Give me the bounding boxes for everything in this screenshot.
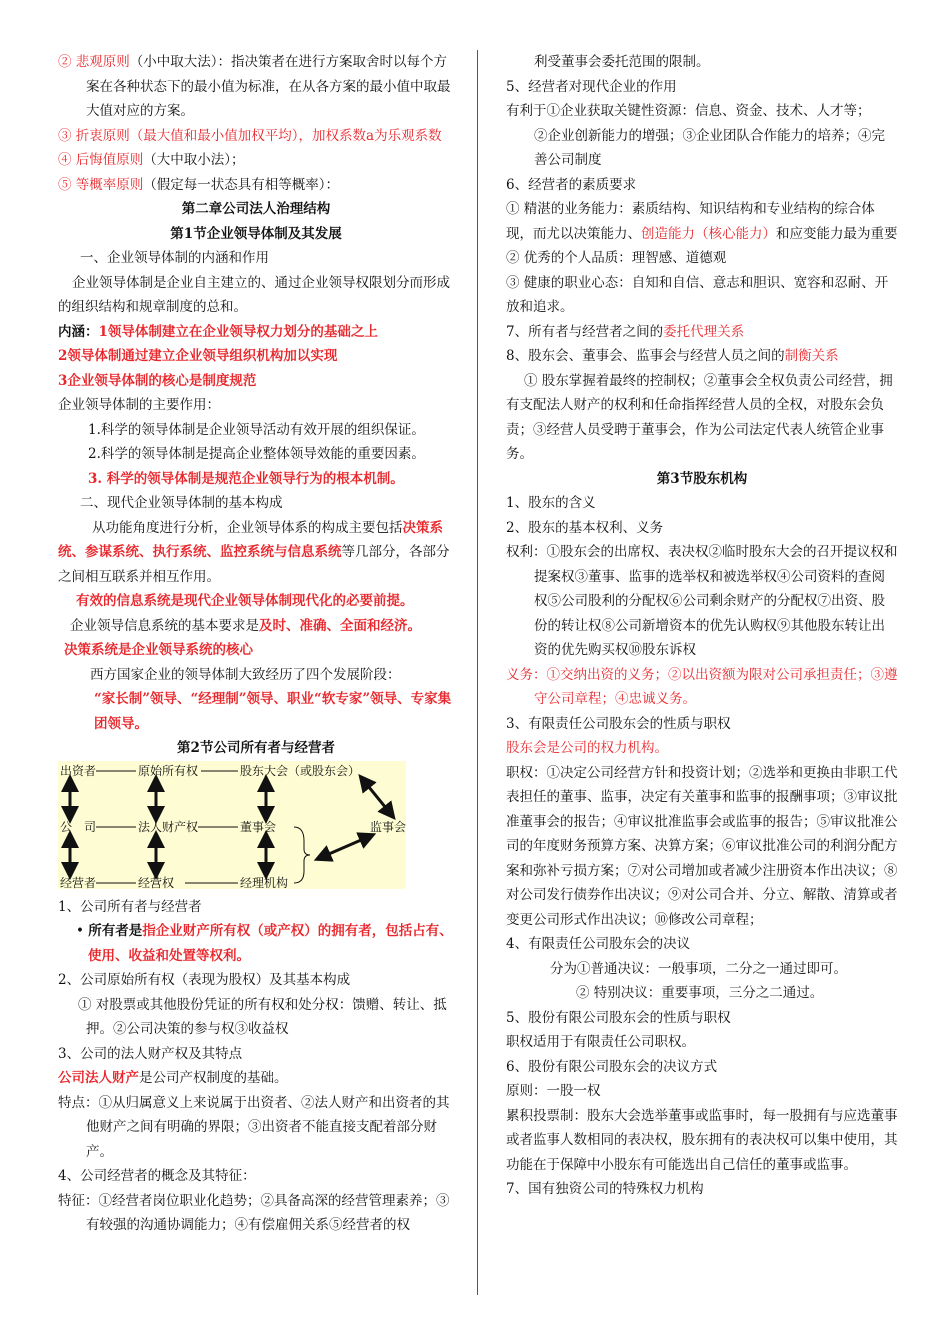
shareholder-meaning: 1、股东的含义 <box>506 495 596 511</box>
western-stages: “家长制”领导、“经理制”领导、职业“软专家”领导、专家集团领导。 <box>94 691 452 732</box>
operator-role-1: 有利于①企业获取关键性资源：信息、资金、技术、人才等； <box>506 103 871 119</box>
composition-paragraph: 从功能角度进行分析，企业领导体系的构成主要包括决策系统、参谋系统、执行系统、监控系统与信息系统等几部分，各部分之间相互联系并相互作用。 <box>58 519 450 585</box>
role-1: 1.科学的领导体制是企业领导活动有效开展的组织保证。 <box>88 421 425 438</box>
quality-2: ② 优秀的个人品质：理智感、道德观 <box>506 250 727 266</box>
label-operating-right: 经营权 <box>138 875 175 890</box>
section-2-title: 第2节公司所有者与经营者 <box>177 740 335 756</box>
one-share-one-vote: 原则：一股一权 <box>506 1083 601 1099</box>
chapter-title: 第二章公司法人治理结构 <box>181 201 331 217</box>
checks-balances-heading: 8、股东会、董事会、监事会与经营人员之间的制衡关系 <box>506 348 839 364</box>
operator-role-heading: 5、经营者对现代企业的作用 <box>506 78 677 95</box>
regret-principle: ④ 后悔值原则（大中取小法）； <box>58 152 245 168</box>
operator-role-2: ②企业创新能力的增强；③企业团队合作能力的培养；④完善公司制度 <box>534 127 885 168</box>
cumulative-voting: 累积投票制：股东大会选举董事或监事时，每一股拥有与应选董事或者监事人数相同的表决权，股东拥有的表决权可以集中使用，其功能在于保障中小股东有可能选出自己信任的董事或监事。 <box>506 1107 898 1173</box>
section-3-title: 第3节股东机构 <box>656 470 748 487</box>
section-1-heading-1: 一、企业领导体制的内涵和作用 <box>80 250 269 266</box>
shareholder-rights: 权利：①股东会的出席权、表决权②临时股东大会的召开提议权和提案权③董事、监事的选举权和被选举权④公司资料的查阅权⑤公司股利的分配权⑥公司剩余财产的分配权⑦出资、股份的转让权⑧公司新增资本的优先认购权⑨其他股东转让出资的优先购买权⑩股东诉权 <box>506 544 898 658</box>
connotation-3: 3企业领导体制的核心是制度规范 <box>58 372 257 389</box>
column-divider <box>477 50 478 1295</box>
connotation-2: 2领导体制通过建立企业领导组织机构加以实现 <box>58 348 338 364</box>
owner-operator-heading: 1、公司所有者与经营者 <box>58 898 202 915</box>
label-investor: 出资者 <box>60 763 97 778</box>
decision-system-core: 决策系统是企业领导系统的核心 <box>64 642 253 658</box>
legal-property-features: 特点：①从归属意义上来说属于出资者、②法人财产和出资者的其他财产之间有明确的界限；③出资者不能直接支配着部分财产。 <box>58 1094 450 1160</box>
shareholder-duties: 义务：①交纳出资的义务；②以出资额为限对公司承担责任；③遵守公司章程；④忠诚义务。 <box>506 666 898 707</box>
label-manager-org: 经理机构 <box>240 875 289 890</box>
owner-definition: • 所有者是指企业财产所有权（或产权）的拥有者，包括占有、使用、收益和处置等权利。 <box>76 923 453 964</box>
quality-heading: 6、经营者的素质要求 <box>506 176 637 193</box>
checks-balances-text: ① 股东掌握着最终的控制权；②董事会全权负责公司经营，拥有支配法人财产的权利和任命指挥经营人员的全权，对股东会负责；③经营人员受聘于董事会，作为公司法定代表人统管企业事务。 <box>506 372 893 462</box>
leadership-definition: 企业领导体制是企业自主建立的、通过企业领导权限划分而形成的组织结构和规章制度的总和。 <box>58 274 450 315</box>
pessimism-principle: ② 悲观原则（小中取大法）：指决策者在进行方案取舍时以每个方案在各种状态下的最小值为标准，在从各方案的最小值中取最大值对应的方案。 <box>58 54 451 119</box>
diagram-lines <box>58 761 406 889</box>
quality-3: ③ 健康的职业心态：自知和自信、意志和胆识、宽容和忍耐、开放和追求。 <box>506 274 889 315</box>
ownership-structure-diagram <box>58 761 406 889</box>
legal-property-basis: 公司法人财产是公司产权制度的基础。 <box>58 1070 288 1086</box>
info-system-premise: 有效的信息系统是现代企业领导体制现代化的必要前提。 <box>76 593 414 609</box>
label-company: 公 司 <box>60 819 97 834</box>
left-column <box>58 50 454 1238</box>
quality-1: ① 精湛的业务能力：素质结构、知识结构和专业结构的综合体现，而尤以决策能力、创造能力（核心能力）和应变能力最为重要 <box>506 201 898 242</box>
llc-meeting-heading: 3、有限责任公司股东会的性质与职权 <box>506 715 731 732</box>
label-original-ownership: 原始所有权 <box>138 763 199 778</box>
agency-relationship: 7、所有者与经营者之间的委托代理关系 <box>506 323 745 340</box>
jsc-meeting-duties: 职权适用于有限责任公司职权。 <box>506 1034 695 1050</box>
operator-features: 特征：①经营者岗位职业化趋势；②具备高深的经营管理素养；③有较强的沟通协调能力；④有偿雇佣关系⑤经营者的权 <box>58 1192 450 1233</box>
llc-meeting-duties: 职权：①决定公司经营方针和投资计划；②选举和更换由非职工代表担任的董事、监事，决定有关董事和监事的报酬事项；③审议批准董事会的报告；④审议批准监事会或监事的报告；⑤审议批准公司的年度财务预算方案、决算方案；⑥审议批准公司的利润分配方案和弥补亏损方案；⑦对公司增加或者减少注册资本作出决议；⑧对公司发行债券作出决议；⑨对公司合并、分立、解散、清算或者变更公司形式作出决议；⑩修改公司章程； <box>506 764 898 928</box>
info-system-requirements: 企业领导信息系统的基本要求是及时、准确、全面和经济。 <box>70 617 421 634</box>
label-legal-property: 法人财产权 <box>138 819 199 834</box>
role-2: 2.科学的领导体制是提高企业整体领导效能的重要因素。 <box>88 446 425 462</box>
special-resolution: ② 特别决议：重要事项，三分之二通过。 <box>576 985 824 1001</box>
role-heading: 企业领导体制的主要作用： <box>58 397 220 413</box>
operator-concept-heading: 4、公司经营者的概念及其特征： <box>58 1168 256 1184</box>
right-column <box>506 50 898 1202</box>
ordinary-resolution: 分为①普通决议：一般事项，二分之一通过即可。 <box>550 960 847 977</box>
legal-property-heading: 3、公司的法人财产权及其特点 <box>58 1045 243 1062</box>
original-ownership-heading: 2、公司原始所有权（表现为股权）及其基本构成 <box>58 972 351 988</box>
label-board: 董事会 <box>240 819 277 834</box>
western-stages-intro: 西方国家企业的领导体制大致经历了四个发展阶段： <box>90 666 401 683</box>
section-1-heading-2: 二、现代企业领导体制的基本构成 <box>80 495 283 511</box>
label-supervisory-board: 监事会 <box>370 819 407 834</box>
section-1-title: 第1节企业领导体制及其发展 <box>170 225 342 242</box>
original-ownership-items: ① 对股票或其他股份凭证的所有权和处分权：馈赠、转让、抵押。②公司决策的参与权③收益权 <box>78 996 447 1037</box>
shareholder-rights-heading: 2、股东的基本权利、义务 <box>506 519 664 536</box>
compromise-principle: ③ 折衷原则（最大值和最小值加权平均），加权系数a为乐观系数 <box>58 127 442 144</box>
jsc-meeting-heading: 5、股份有限公司股东会的性质与职权 <box>506 1009 731 1026</box>
label-operator: 经营者 <box>60 875 97 890</box>
role-3: 3. 科学的领导体制是规范企业领导行为的根本机制。 <box>88 470 404 487</box>
llc-resolution-heading: 4、有限责任公司股东会的决议 <box>506 936 691 952</box>
label-shareholders-meeting: 股东大会（或股东会） <box>240 763 361 778</box>
jsc-resolution-heading: 6、股份有限公司股东会的决议方式 <box>506 1058 718 1075</box>
llc-meeting-power: 股东会是公司的权力机构。 <box>506 740 668 756</box>
connotation-1: 内涵：1领导体制建立在企业领导权力划分的基础之上 <box>58 323 378 340</box>
operator-features-cont: 利受董事会委托范围的限制。 <box>534 54 710 70</box>
state-owned-heading: 7、国有独资公司的特殊权力机构 <box>506 1181 704 1197</box>
equal-probability-principle: ⑤ 等概率原则（假定每一状态具有相等概率）： <box>58 176 340 193</box>
